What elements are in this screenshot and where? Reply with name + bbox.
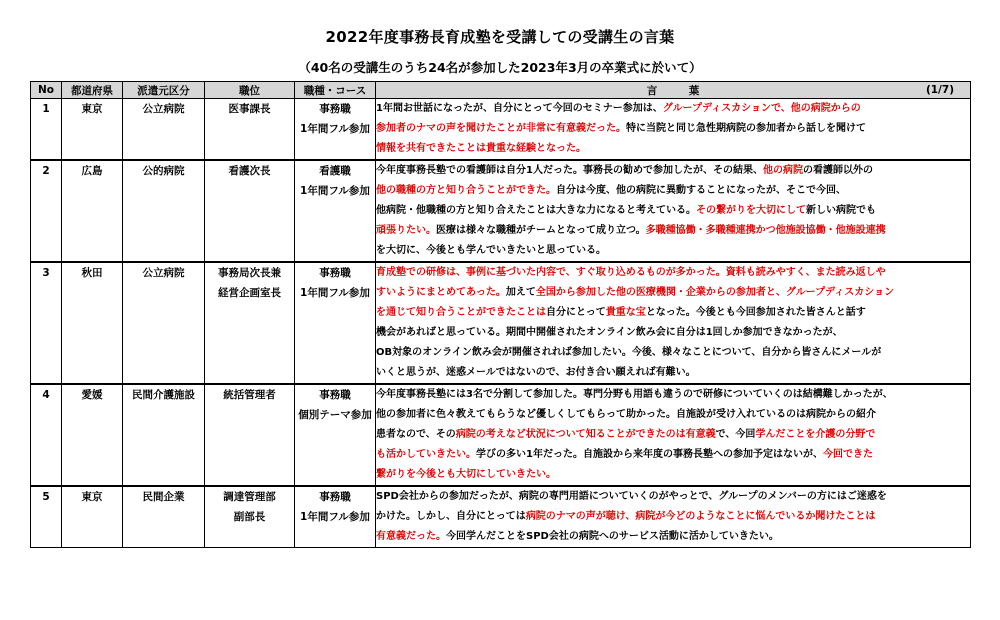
comment-line [376,283,970,303]
table-row [31,99,971,161]
comment-text: 医療は様々な職種がチームとなって成り立つ。 [436,225,646,236]
header-comment-label: 言 葉 [646,84,700,97]
comment-text: 加えて [505,287,536,298]
highlighted-text: 他の職種の方と知り合うことができた。 [376,185,556,196]
table-header-row [31,82,971,99]
dispatch-category-cell-text: 公立病院 [142,267,185,279]
comment-line [376,139,970,159]
row-number [31,160,62,262]
comment-text: かけた。しかし、自分にとっては [376,511,526,522]
position-cell [205,384,295,486]
comment-line [376,303,970,323]
highlighted-text: 参加者のナマの声を聞けたことが非常に有意義だった。 [376,123,626,134]
highlighted-text: 今回できた [822,449,873,460]
course-cell-line: 1年間フル参加 [300,123,370,135]
row-number [31,486,62,548]
comment-text: 学びの多い1年だった。自施設から来年度の事務長塾への参加予定はないが、 [476,449,823,460]
comment-line [376,487,970,507]
comment-text: を大切に、今後とも学んでいきたいと思っている。 [376,245,606,256]
prefecture-cell [62,486,123,548]
highlighted-text: 病院の考えなど状況について知ることができたのは有意義 [455,429,716,440]
prefecture-cell [62,384,123,486]
prefecture-cell [62,99,123,161]
comment-line [376,161,970,181]
comment-line [376,343,970,363]
dispatch-category-cell-text: 公的病院 [142,165,185,177]
course-cell-line: 看護職 [319,165,351,177]
highlighted-text: 繋がりを今後とも大切にしていきたい。 [376,469,556,480]
comment-cell [376,99,971,161]
position-cell-line: 統括管理者 [223,389,276,401]
course-cell-line: 事務職 [319,491,351,503]
comment-text: SPD会社からの参加だったが、病院の専門用語についていくのがやっとで、グループのメンバーの方にはご迷惑を [376,491,887,502]
comment-cell [376,160,971,262]
comment-text: 今年度事務長塾での看護師は自分1人だった。事務長の勧めで参加したが、その結果、 [376,165,763,176]
comments-table [30,81,971,548]
comment-line [376,363,970,383]
highlighted-text: すいようにまとめてあった。 [376,287,506,298]
course-cell [295,99,376,161]
highlighted-text: 多職種協働・多職種連携かつ他施設協働・他施設連携 [645,225,886,236]
comment-line [376,507,970,527]
course-cell [295,486,376,548]
header-prefecture: 都道府県 [62,82,123,99]
comment-text: 機会があればと思っている。期間中開催されたオンライン飲み会に自分は1回しか参加できなかったが、 [376,327,843,338]
header-course: 職種・コース [295,82,376,99]
prefecture-cell-text: 東京 [81,491,103,503]
position-cell-line: 経営企画室長 [218,287,281,299]
header-dispatch-category: 派遣元区分 [123,82,205,99]
comment-text: で、今回 [715,429,756,440]
comment-cell [376,486,971,548]
comment-text: 今年度事務長塾には3名で分割して参加した。専門分野も用語も違うので研修についていくのは結構難しかったが、 [376,389,893,400]
highlighted-text: も活かしていきたい。 [376,449,476,460]
table-body [31,99,971,548]
row-number [31,99,62,161]
position-cell [205,486,295,548]
comment-text: 今回学んだことをSPD会社の病院へのサービス活動に活かしていきたい。 [446,531,779,542]
row-number-text: 4 [42,389,50,401]
comment-text: となった。今後とも今回参加された皆さんと話す [645,307,866,318]
row-number-text: 5 [42,491,50,503]
highlighted-text: 病院のナマの声が聴け、病院が今どのようなことに悩んでいるか聞けたことは [525,511,876,522]
row-number-text: 1 [42,103,50,115]
position-cell [205,160,295,262]
comment-line [376,241,970,261]
comment-line [376,201,970,221]
position-cell-line: 医事課長 [228,103,271,115]
comment-line [376,385,970,405]
course-cell-line: 事務職 [319,103,351,115]
course-cell-line: 事務職 [319,267,351,279]
comment-text: 1年間お世話になったが、自分にとって今回のセミナー参加は、 [376,103,663,114]
comment-text: 新しい病院でも [806,205,876,216]
highlighted-text: 情報を共有できたことは貴重な経験となった。 [376,143,586,154]
position-cell [205,99,295,161]
comment-text: 他病院・他職種の方と知り合えたことは大きな力になると考えている。 [376,205,696,216]
dispatch-category-cell-text: 民間企業 [142,491,185,503]
comment-text: OB対象のオンライン飲み会が開催されれば参加したい。今後、様々なことについて、自分から皆さんにメールが [376,347,882,358]
dispatch-category-cell-text: 民間介護施設 [132,389,195,401]
table-row [31,160,971,262]
comment-line [376,119,970,139]
prefecture-cell-text: 東京 [81,103,103,115]
header-comment [376,82,971,99]
course-cell [295,262,376,384]
comment-line [376,263,970,283]
comment-cell [376,384,971,486]
comment-line [376,465,970,485]
prefecture-cell-text: 広島 [81,165,103,177]
position-cell-line: 副部長 [233,511,266,523]
comment-text: 自分にとって [546,307,606,318]
course-cell [295,160,376,262]
highlighted-text: 全国から参加した他の医療機関・企業からの参加者と、グループディスカション [535,287,895,298]
highlighted-text: グループディスカションで、他の病院からの [662,103,861,114]
comment-text: いくと思うが、迷惑メールではないので、お付き合い願えれば有難い。 [376,367,696,378]
course-cell-line: 個別テーマ参加 [298,409,372,421]
comment-line [376,527,970,547]
course-cell-line: 1年間フル参加 [300,287,370,299]
row-number-text: 3 [42,267,50,279]
table-row [31,262,971,384]
highlighted-text: を通じて知り合うことができたことは [376,307,546,318]
comment-cell [376,262,971,384]
row-number [31,262,62,384]
comment-text: の看護師以外の [802,165,873,176]
comment-line [376,99,970,119]
row-number [31,384,62,486]
dispatch-category-cell [123,486,205,548]
comment-text: 自分は今度、他の病院に異動することになったが、そこで今回、 [556,185,846,196]
table-row [31,486,971,548]
course-cell-line: 1年間フル参加 [300,185,370,197]
comment-text: 患者なので、その [376,429,456,440]
highlighted-text: その繋がりを大切にして [696,205,806,216]
comment-line [376,181,970,201]
comment-line [376,445,970,465]
highlighted-text: 他の病院 [762,165,803,176]
page-title: 2022年度事務長育成塾を受講しての受講生の言葉 [325,28,675,46]
prefecture-cell-text: 秋田 [81,267,103,279]
highlighted-text: 学んだことを介護の分野で [755,429,876,440]
comment-line [376,323,970,343]
position-cell [205,262,295,384]
page-subtitle: （40名の受講生のうち24名が参加した2023年3月の卒業式に於いて） [298,60,702,75]
prefecture-cell [62,262,123,384]
comment-line [376,405,970,425]
dispatch-category-cell [123,384,205,486]
dispatch-category-cell-text: 公立病院 [142,103,185,115]
course-cell [295,384,376,486]
highlighted-text: 頑張りたい。 [376,225,436,236]
table-row [31,384,971,486]
dispatch-category-cell [123,262,205,384]
course-cell-line: 事務職 [319,389,351,401]
position-cell-line: 事務局次長兼 [218,267,281,279]
highlighted-text: 有意義だった。 [376,531,446,542]
position-cell-line: 看護次長 [228,165,271,177]
row-number-text: 2 [42,165,50,177]
header-no: No [31,82,62,99]
highlighted-text: 育成塾での研修は、事例に基づいた内容で、すぐ取り込めるものが多かった。資料も読みやすく、また読み返しや [376,267,886,278]
prefecture-cell-text: 愛媛 [81,389,103,401]
comment-line [376,425,970,445]
dispatch-category-cell [123,99,205,161]
header-position: 職位 [205,82,295,99]
dispatch-category-cell [123,160,205,262]
prefecture-cell [62,160,123,262]
comment-text: 他の参加者に色々教えてもらうなど優しくしてもらって助かった。自施設が受け入れているのは病院からの紹介 [376,409,876,420]
position-cell-line: 調達管理部 [223,491,276,503]
course-cell-line: 1年間フル参加 [300,511,370,523]
highlighted-text: 貴重な宝 [605,307,646,318]
page-indicator: (1/7) [925,84,954,96]
comment-text: 特に当院と同じ急性期病院の参加者から話しを聞けて [626,123,866,134]
comment-line [376,221,970,241]
